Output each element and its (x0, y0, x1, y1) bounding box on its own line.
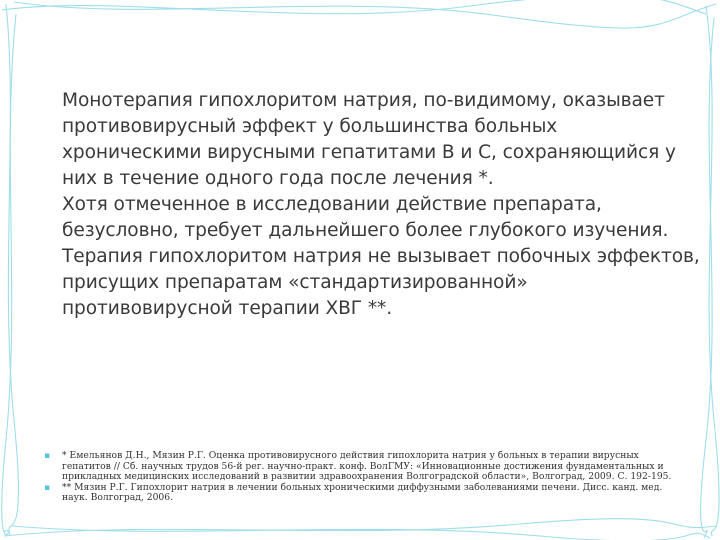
frame-curve-5 (4, 519, 716, 536)
reference-item (44, 451, 684, 483)
bullet-icon: ▪ (44, 451, 51, 461)
main-text-body (62, 88, 702, 322)
frame-curve-6 (12, 526, 710, 540)
references-list (44, 451, 684, 504)
frame-curve-3 (706, 6, 719, 536)
paragraph-further-study: Хотя отмеченное в исследовании действие препарата, безусловно, требует дальнейшего более глубокого изучения. (62, 194, 669, 241)
reference-text-2: ** Мязин Р.Г. Гипохлорит натрия в лечении больных хроническими диффузными заболеваниями печени. Дисс. канд. мед. наук. Волгоград, 2006. (62, 481, 663, 504)
frame-curve-7 (6, 4, 18, 536)
bullet-icon: ▪ (44, 482, 51, 493)
paragraph-no-side-effects: Терапия гипохлоритом натрия не вызывает побочных эффектов, присущих препаратам «стандартизированной» противовирусной терапии ХВГ **. (62, 246, 700, 319)
reference-item (44, 483, 684, 504)
paragraph-monotherapy: Монотерапия гипохлоритом натрия, по-видимому, оказывает противовирусный эффект у большинства больных хроническими вирусными гепатитами В и С, сохраняющийся у них в течение одного года после лечения *. (62, 90, 676, 189)
frame-curve-1 (2, 0, 706, 14)
reference-text-1: * Емельянов Д.Н., Мязин Р.Г. Оценка противовирусного действия гипохлорита натрия у больных в терапии вирусных гепатитов // Сб. научных трудов 56-й рег. научно-практ. конф. ВолГМУ: «Инновационные достижения фундаментальных и прикладных медицинских исследований в развитии здравоохранения Волгоградской области», Волгоград, 2009. С. 192-195. (62, 450, 672, 483)
